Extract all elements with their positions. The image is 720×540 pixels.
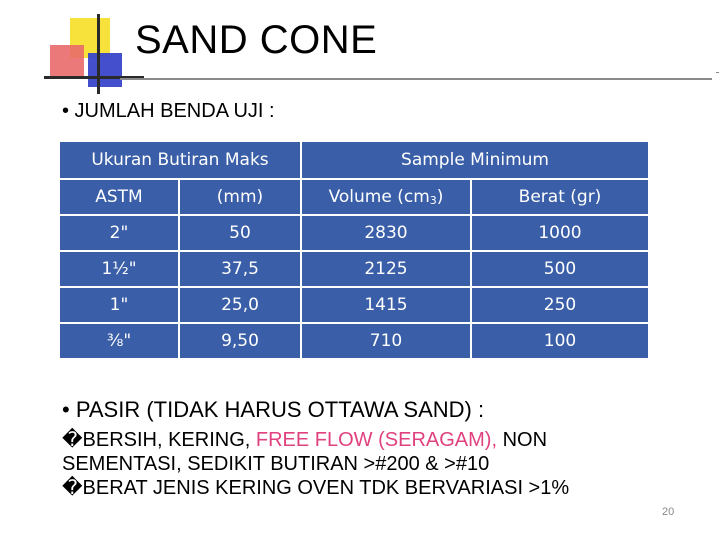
subheader-volume <box>301 179 471 215</box>
bullet-pasir-heading: • PASIR (TIDAK HARUS OTTAWA SAND) : <box>62 397 485 422</box>
table-row <box>59 323 649 359</box>
table-cell: 2125 <box>301 251 471 287</box>
logo-square-red <box>50 45 84 79</box>
section-heading-jumlah: • JUMLAH BENDA UJI : <box>62 100 275 122</box>
bullet-line-2: SEMENTASI, SEDIKIT BUTIRAN >#200 & >#10 <box>62 453 490 475</box>
bullet-line-1 <box>62 428 702 452</box>
slide-title: SAND CONE <box>135 18 378 62</box>
bullet-glyph-icon: � <box>62 477 83 499</box>
table-subheader-row <box>59 179 649 215</box>
title-rule <box>120 78 712 80</box>
table-cell: 1" <box>59 287 179 323</box>
table-cell: 1415 <box>301 287 471 323</box>
table-cell: 37,5 <box>179 251 301 287</box>
header-ukuran: Ukuran Butiran Maks <box>59 141 301 179</box>
bullet-line-1-highlight: FREE FLOW (SERAGAM), <box>255 429 498 451</box>
table-cell: 25,0 <box>179 287 301 323</box>
table-cell: 250 <box>471 287 649 323</box>
table-cell: 500 <box>471 251 649 287</box>
table-row <box>59 251 649 287</box>
table-cell: 1000 <box>471 215 649 251</box>
table-cell: ⅜" <box>59 323 179 359</box>
sample-table <box>58 140 650 360</box>
subheader-volume-text: Volume (cm <box>328 187 430 207</box>
table-row <box>59 287 649 323</box>
bullet-line-3-text: BERAT JENIS KERING OVEN TDK BERVARIASI >1% <box>82 477 570 499</box>
subheader-volume-close: ) <box>436 187 444 207</box>
bullet-line-1-a: BERSIH, KERING, <box>82 429 256 451</box>
table-cell: 9,50 <box>179 323 301 359</box>
subheader-astm: ASTM <box>59 179 179 215</box>
subheader-volume-exp: 3 <box>429 194 437 207</box>
page-number: 20 <box>662 506 675 518</box>
subheader-berat: Berat (gr) <box>471 179 649 215</box>
logo-vertical-line <box>97 14 100 94</box>
table-cell: 710 <box>301 323 471 359</box>
table-header-row <box>59 141 649 179</box>
bullet-line-3 <box>62 476 702 500</box>
table-row <box>59 215 649 251</box>
table-cell: 2" <box>59 215 179 251</box>
table-cell: 2830 <box>301 215 471 251</box>
header-sample: Sample Minimum <box>301 141 649 179</box>
bullet-glyph-icon: � <box>62 429 83 451</box>
logo-square-blue <box>88 53 122 87</box>
table-cell: 50 <box>179 215 301 251</box>
bullet-line-1-c: NON <box>497 429 548 451</box>
table-cell: 100 <box>471 323 649 359</box>
bullets-block <box>62 398 702 500</box>
edge-tick <box>716 72 719 73</box>
subheader-mm: (mm) <box>179 179 301 215</box>
table-cell: 1½" <box>59 251 179 287</box>
